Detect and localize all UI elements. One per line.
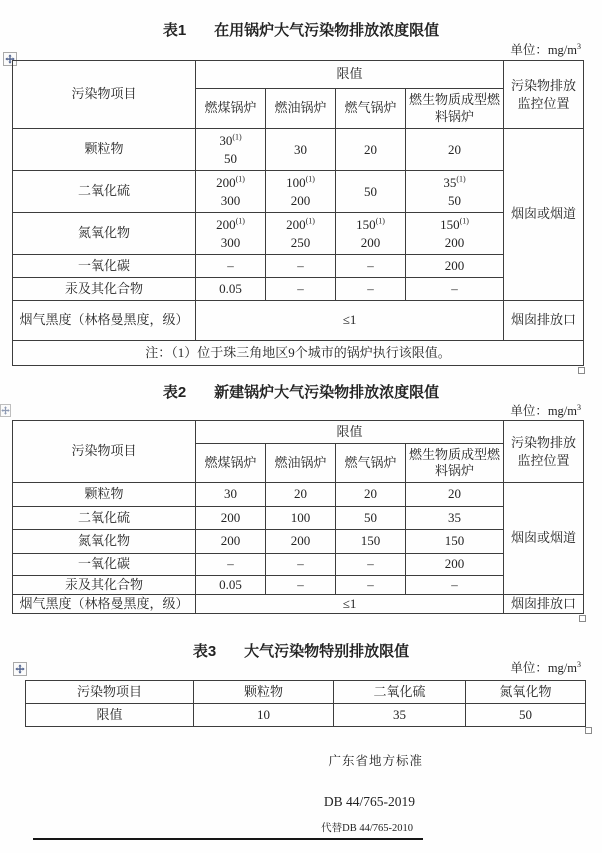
- pollutant-name-cell: 一氧化碳: [13, 554, 196, 576]
- value-cell: [266, 129, 336, 171]
- value-cell: 30: [196, 483, 266, 507]
- note-ref-superscript: (1): [456, 174, 466, 184]
- value: 150: [440, 216, 460, 232]
- value-cell: [266, 213, 336, 255]
- col-header-particulates: 颗粒物: [194, 681, 334, 704]
- value-cell: [336, 129, 406, 171]
- note-ref-superscript: (1): [305, 174, 315, 184]
- value-cell: [406, 129, 504, 171]
- value-cell: [336, 171, 406, 213]
- col-header-oil-boiler: 燃油锅炉: [266, 444, 336, 483]
- value: 200: [216, 174, 236, 190]
- value-cell: –: [336, 278, 406, 301]
- pollutant-name-cell: 颗粒物: [13, 129, 196, 171]
- table3-title-text: 大气污染物特别排放限值: [244, 643, 410, 660]
- table1-title-number: 表1: [162, 22, 187, 39]
- value-cell: –: [266, 255, 336, 278]
- value-cell: 0.05: [196, 576, 266, 595]
- table2-title-text: 新建锅炉大气污染物排放浓度限值: [214, 384, 440, 401]
- col-header-so2: 二氧化硫: [334, 681, 466, 704]
- table1: [12, 60, 584, 366]
- unit-superscript: 3: [577, 402, 581, 412]
- value-cell: 10: [194, 704, 334, 727]
- value-cell: 20: [336, 483, 406, 507]
- value-cell: 50: [466, 704, 586, 727]
- col-header-limit: 限值: [196, 61, 504, 89]
- table1-unit-label: [510, 40, 581, 58]
- value-cell: –: [196, 255, 266, 278]
- unit-superscript: 3: [577, 659, 581, 669]
- value-line2: 200: [360, 234, 381, 250]
- value-cell: [196, 213, 266, 255]
- row-label-limit: 限值: [26, 704, 194, 727]
- unit-text: 单位：mg/m: [510, 661, 577, 675]
- value-cell: [196, 129, 266, 171]
- col-header-coal-boiler: 燃煤锅炉: [196, 89, 266, 129]
- value: 20: [448, 141, 461, 157]
- monitor-location-cell: 烟囱或烟道: [504, 483, 584, 595]
- table-row: [13, 554, 584, 576]
- value-cell: [406, 171, 504, 213]
- pollutant-name-cell: 汞及其化合物: [13, 576, 196, 595]
- unit-text: 单位：mg/m: [510, 43, 577, 57]
- value-line2: 200: [444, 234, 465, 250]
- table-row: [13, 213, 584, 255]
- pollutant-name-cell: 氮氧化物: [13, 213, 196, 255]
- smoke-limit-cell: ≤1: [196, 301, 504, 341]
- unit-superscript: 3: [577, 41, 581, 51]
- monitor-header-line2: 监控位置: [517, 95, 570, 111]
- col-header-pollutant-item: 污染物项目: [26, 681, 194, 704]
- value-cell: 20: [266, 483, 336, 507]
- value-cell: –: [266, 576, 336, 595]
- value: 150: [356, 216, 376, 232]
- value-cell: 50: [336, 507, 406, 530]
- table-row: [13, 576, 584, 595]
- pollutant-name-cell: 一氧化碳: [13, 255, 196, 278]
- value-cell: –: [336, 255, 406, 278]
- table3-title-number: 表3: [192, 643, 217, 660]
- footer-divider-line: [33, 838, 423, 840]
- table3-move-handle-icon[interactable]: [13, 662, 27, 676]
- pollutant-name-cell: 烟气黑度（林格曼黑度，级）: [13, 595, 196, 614]
- table2-header-row1: [13, 421, 584, 444]
- table1-title-text: 在用锅炉大气污染物排放浓度限值: [214, 22, 440, 39]
- value-cell: 0.05: [196, 278, 266, 301]
- col-header-monitor-location: [504, 421, 584, 483]
- value: 35: [443, 174, 457, 190]
- value-cell: 150: [336, 530, 406, 554]
- col-header-coal-boiler: 燃煤锅炉: [196, 444, 266, 483]
- table2-title-number: 表2: [162, 384, 187, 401]
- pollutant-name-cell: 汞及其化合物: [13, 278, 196, 301]
- monitor-header-line2: 监控位置: [517, 452, 570, 468]
- value: 20: [364, 141, 377, 157]
- table-row: [13, 129, 584, 171]
- col-header-gas-boiler: 燃气锅炉: [336, 89, 406, 129]
- table2-title: [0, 381, 602, 402]
- value-cell: 35: [334, 704, 466, 727]
- value-cell: 20: [406, 483, 504, 507]
- table-note-row: [13, 341, 584, 366]
- note-ref-superscript: (1): [459, 216, 469, 226]
- value-cell: –: [266, 278, 336, 301]
- col-header-limit: 限值: [196, 421, 504, 444]
- value: 100: [286, 174, 306, 190]
- value-cell: –: [266, 554, 336, 576]
- value: 200: [286, 216, 306, 232]
- monitor-location-cell: 烟囱排放口: [504, 595, 584, 614]
- value-cell: 150: [406, 530, 504, 554]
- value-cell: –: [406, 576, 504, 595]
- value-cell: 200: [266, 530, 336, 554]
- col-header-gas-boiler: 燃气锅炉: [336, 444, 406, 483]
- smoke-darkness-row: [13, 301, 584, 341]
- table2-unit-label: [510, 401, 581, 419]
- table2-move-handle-icon[interactable]: [0, 404, 11, 417]
- table2-resize-handle[interactable]: [579, 615, 586, 622]
- monitor-header-line1: 污染物排放: [511, 77, 577, 93]
- table-row: [26, 704, 586, 727]
- value-line2: 200: [290, 192, 311, 208]
- value-cell: [266, 171, 336, 213]
- table-row: [13, 483, 584, 507]
- monitor-location-cell: 烟囱或烟道: [504, 129, 584, 301]
- table1-header-row1: [13, 61, 584, 89]
- col-header-oil-boiler: 燃油锅炉: [266, 89, 336, 129]
- value-cell: –: [406, 278, 504, 301]
- value-line2: 50: [224, 150, 237, 166]
- table3-header-row: [26, 681, 586, 704]
- smoke-darkness-row: [13, 595, 584, 614]
- value: 30: [294, 141, 307, 157]
- col-header-biomass-boiler: 燃生物质成型燃料锅炉: [406, 444, 504, 483]
- table3-unit-label: [510, 658, 581, 676]
- table-row: [13, 530, 584, 554]
- col-header-pollutant-item: 污染物项目: [13, 61, 196, 129]
- value-cell: 100: [266, 507, 336, 530]
- value-cell: 35: [406, 507, 504, 530]
- unit-text: 单位：mg/m: [510, 404, 577, 418]
- table2: [12, 420, 584, 614]
- pollutant-name-cell: 氮氧化物: [13, 530, 196, 554]
- pollutant-name-cell: 烟气黑度（林格曼黑度，级）: [13, 301, 196, 341]
- value-cell: –: [196, 554, 266, 576]
- value-cell: 200: [196, 507, 266, 530]
- value-cell: 200: [196, 530, 266, 554]
- footer-superseded-code: 代替DB 44/765-2010: [321, 823, 413, 834]
- table1-resize-handle[interactable]: [578, 367, 585, 374]
- table-row: [13, 255, 584, 278]
- value: 30: [219, 132, 233, 148]
- col-header-biomass-boiler: 燃生物质成型燃料锅炉: [406, 89, 504, 129]
- value-cell: [196, 171, 266, 213]
- footer-standard-org: 广东省地方标准: [328, 754, 423, 768]
- value-line2: 250: [290, 234, 311, 250]
- note-ref-superscript: (1): [235, 174, 245, 184]
- note-ref-superscript: (1): [375, 216, 385, 226]
- note-ref-superscript: (1): [235, 216, 245, 226]
- value-line2: 50: [448, 192, 461, 208]
- pollutant-name-cell: 颗粒物: [13, 483, 196, 507]
- table1-note: 注：（1）位于珠三角地区9个城市的锅炉执行该限值。: [13, 341, 584, 366]
- col-header-monitor-location: [504, 61, 584, 129]
- table-row: [13, 278, 584, 301]
- monitor-location-cell: 烟囱排放口: [504, 301, 584, 341]
- four-way-arrow-icon: [15, 664, 25, 674]
- pollutant-name-cell: 二氧化硫: [13, 507, 196, 530]
- value-cell: 200: [406, 554, 504, 576]
- value-cell: –: [336, 576, 406, 595]
- value-cell: 200: [406, 255, 504, 278]
- table-row: [13, 171, 584, 213]
- value: 50: [364, 183, 377, 199]
- four-way-arrow-icon: [1, 406, 10, 415]
- note-ref-superscript: (1): [232, 132, 242, 142]
- table-row: [13, 507, 584, 530]
- table1-title: [0, 19, 602, 40]
- table3: [25, 680, 586, 727]
- smoke-limit-cell: ≤1: [196, 595, 504, 614]
- value-line2: 300: [220, 234, 241, 250]
- col-header-nox: 氮氧化物: [466, 681, 586, 704]
- monitor-header-line1: 污染物排放: [511, 434, 577, 450]
- value-cell: [336, 213, 406, 255]
- value: 200: [216, 216, 236, 232]
- col-header-pollutant-item: 污染物项目: [13, 421, 196, 483]
- value-cell: [406, 213, 504, 255]
- value-line2: 300: [220, 192, 241, 208]
- value-cell: –: [336, 554, 406, 576]
- pollutant-name-cell: 二氧化硫: [13, 171, 196, 213]
- table3-resize-handle[interactable]: [585, 727, 592, 734]
- note-ref-superscript: (1): [305, 216, 315, 226]
- footer-standard-code: DB 44/765-2019: [323, 794, 415, 809]
